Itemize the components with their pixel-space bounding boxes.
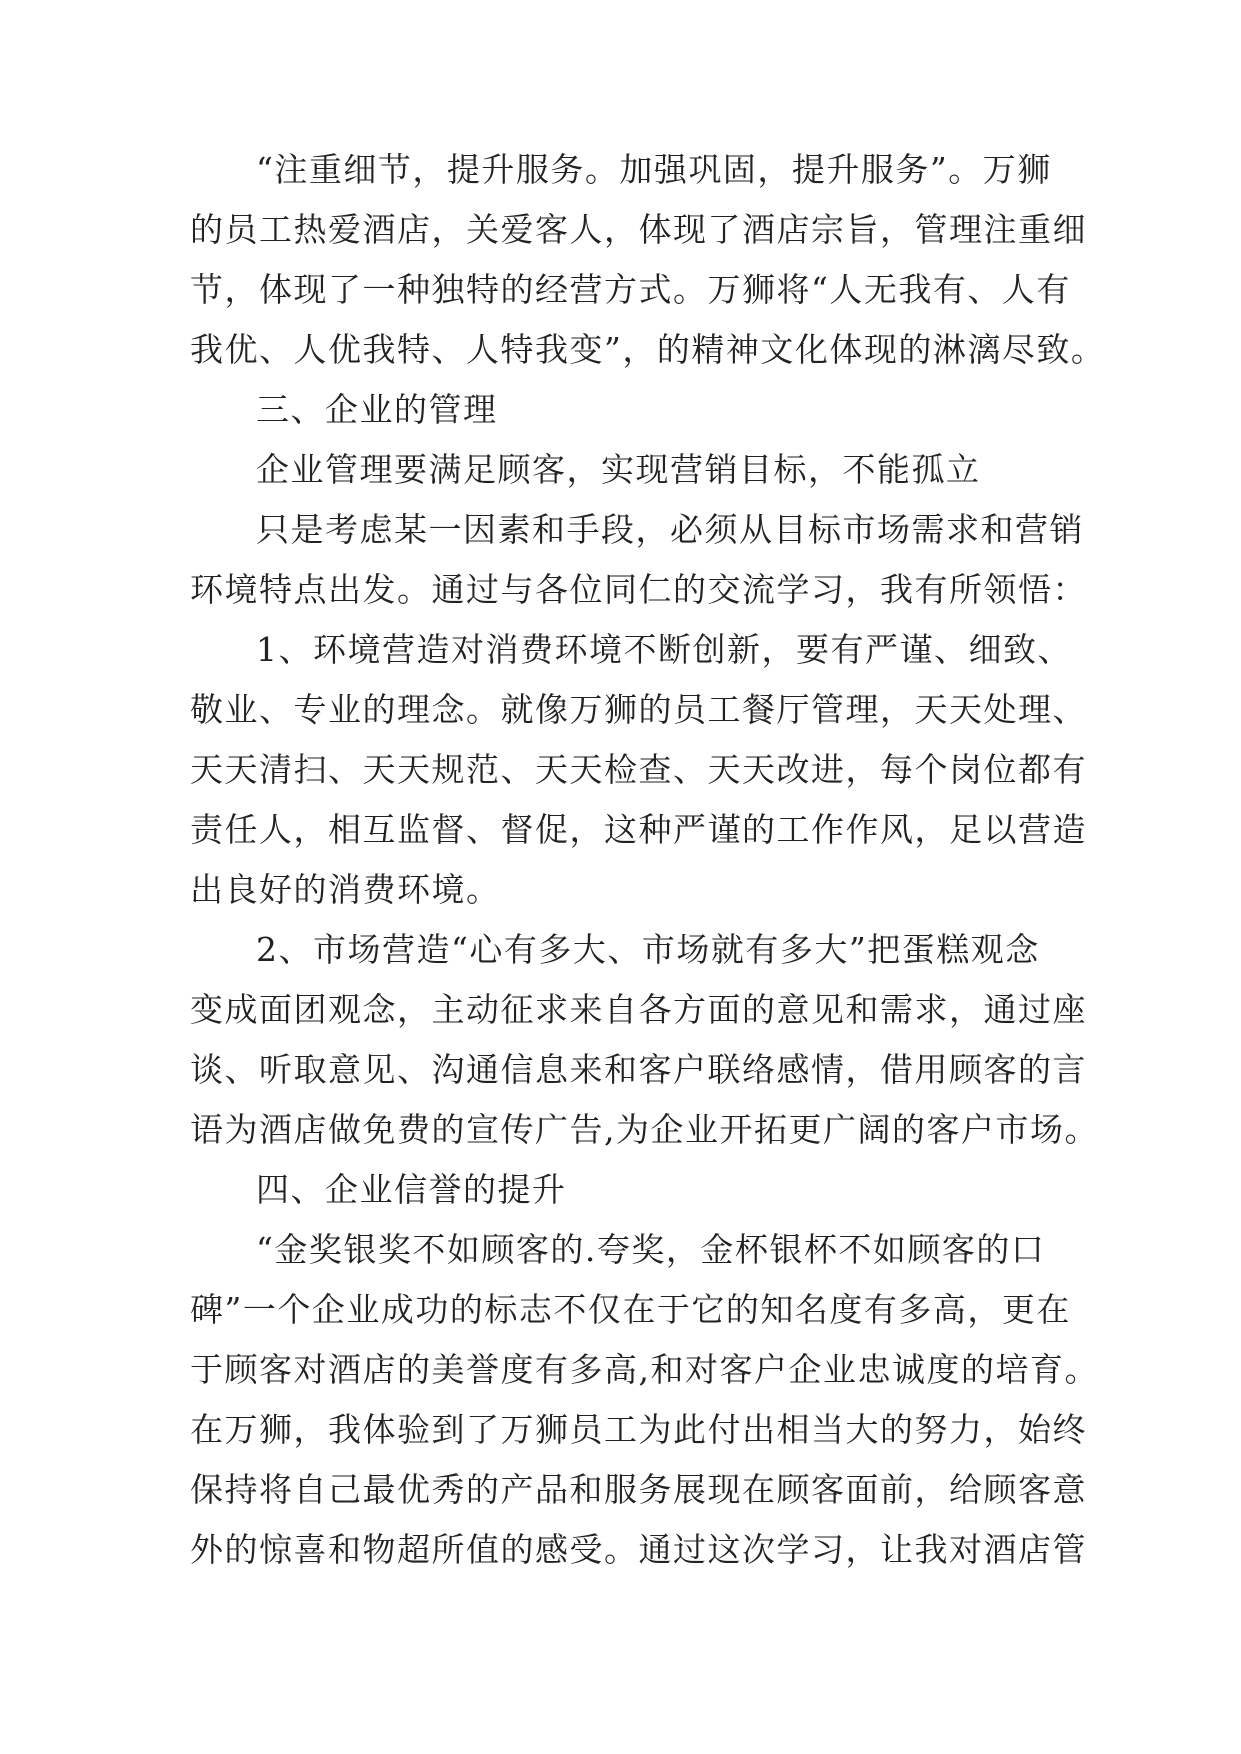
paragraph-line: 天天清扫、天天规范、天天检查、天天改进，每个岗位都有 [190, 750, 1087, 789]
paragraph-line: 出良好的消费环境。 [190, 870, 501, 909]
paragraph-line: 敬业、专业的理念。就像万狮的员工餐厅管理，天天处理、 [190, 690, 1087, 729]
paragraph-line: 在万狮，我体验到了万狮员工为此付出相当大的努力，始终 [190, 1410, 1087, 1449]
paragraph-line: 我优、人优我特、人特我变”，的精神文化体现的淋漓尽致。 [190, 330, 1106, 369]
paragraph-line: 变成面团观念，主动征求来自各方面的意见和需求，通过座 [190, 990, 1087, 1029]
paragraph-line: 碑”一个企业成功的标志不仅在于它的知名度有多高，更在 [190, 1290, 1071, 1329]
paragraph-line: 2、市场营造“心有多大、市场就有多大”把蛋糕观念 [256, 930, 1040, 969]
paragraph-line: 于顾客对酒店的美誉度有多高,和对客户企业忠诚度的培育。 [190, 1350, 1099, 1389]
section-heading: 三、企业的管理 [256, 390, 498, 429]
paragraph-line: 责任人，相互监督、督促，这种严谨的工作作风，足以营造 [190, 810, 1087, 849]
section-heading: 四、企业信誉的提升 [256, 1170, 567, 1209]
paragraph-line: 1、环境营造对消费环境不断创新，要有严谨、细致、 [256, 630, 1072, 669]
paragraph-line: 语为酒店做免费的宣传广告,为企业开拓更广阔的客户市场。 [190, 1110, 1099, 1149]
paragraph-line: 谈、听取意见、沟通信息来和客户联络感情，借用顾客的言 [190, 1050, 1087, 1089]
paragraph-line: 外的惊喜和物超所值的感受。通过这次学习，让我对酒店管 [190, 1530, 1087, 1569]
paragraph-line: 保持将自己最优秀的产品和服务展现在顾客面前，给顾客意 [190, 1470, 1087, 1509]
paragraph-line: 节，体现了一种独特的经营方式。万狮将“人无我有、人有 [190, 270, 1071, 309]
paragraph-line: 只是考虑某一因素和手段，必须从目标市场需求和营销 [256, 510, 1084, 549]
paragraph-line: “金奖银奖不如顾客的.夸奖，金杯银杯不如顾客的口 [256, 1230, 1046, 1269]
paragraph-line: 企业管理要满足顾客，实现营销目标，不能孤立 [256, 450, 981, 489]
paragraph-line: 的员工热爱酒店，关爱客人，体现了酒店宗旨，管理注重细 [190, 210, 1087, 249]
paragraph-line: 环境特点出发。通过与各位同仁的交流学习，我有所领悟： [190, 570, 1087, 609]
paragraph-line: “注重细节，提升服务。加强巩固，提升服务”。万狮 [256, 150, 1052, 189]
